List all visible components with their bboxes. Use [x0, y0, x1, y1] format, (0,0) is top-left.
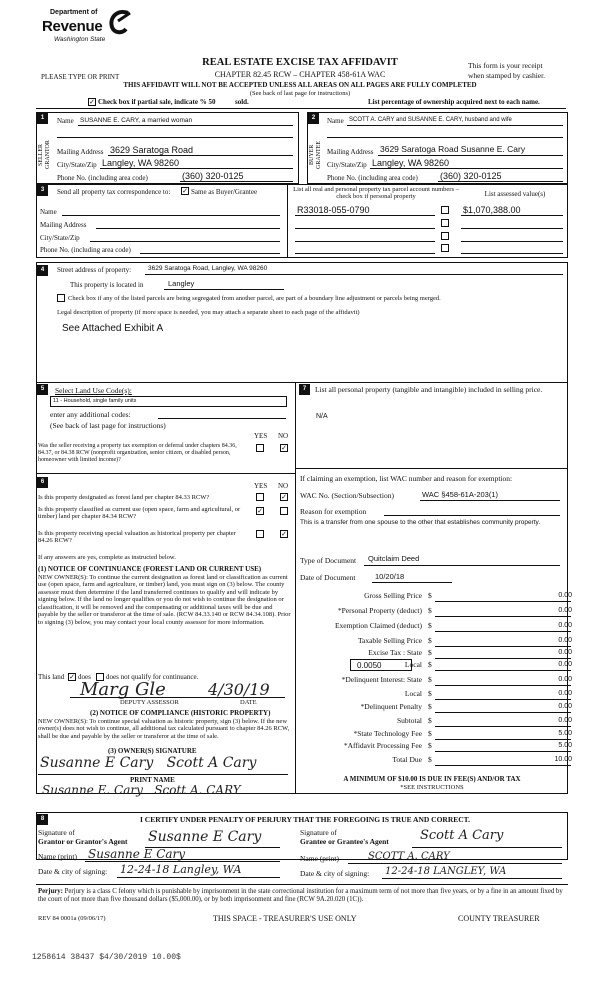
current-use-yes-checkbox[interactable]: ✓	[257, 507, 263, 515]
form-rev-number: REV 84 0001a (09/06/17)	[38, 915, 106, 922]
exemption-claim-label: If claiming an exemption, list WAC number and reason for exemption:	[300, 474, 513, 483]
local-dollar: $	[428, 660, 432, 669]
perjury-note	[38, 888, 566, 904]
gross-line	[435, 601, 571, 602]
subtotal-label: Subtotal	[396, 716, 422, 725]
buyer-mail-line	[378, 155, 563, 156]
delinquent-state-label: *Delinquent Interest: State	[341, 675, 422, 684]
land-use-code: 11 - Household, single family units	[53, 398, 137, 404]
partial-sale-label: Check box if partial sale, indicate % 50	[98, 98, 216, 106]
buyer-name-line	[347, 125, 563, 126]
grantor-sig-label-2: Grantor or Grantor's Agent	[38, 837, 128, 846]
penalty-value[interactable]: 0.00	[558, 703, 572, 710]
reason-value[interactable]: This is a transfer from one spouse to the other that establishes community property.	[300, 519, 541, 526]
corr-phone-label: Phone No. (including area code)	[40, 246, 131, 254]
personal-property-value[interactable]: N/A	[316, 413, 328, 420]
value-line-2	[461, 228, 563, 229]
same-as-buyer-checkbox[interactable]: ✓	[182, 187, 188, 195]
taxable-line	[435, 646, 571, 647]
buyer-city-label: City/State/Zip	[327, 161, 367, 169]
section-3-marker: 3	[37, 185, 48, 196]
assessed-value[interactable]: $1,070,388.00	[463, 205, 521, 215]
grantee-date-line	[382, 878, 562, 879]
total-due-label: Total Due	[392, 755, 422, 764]
parcel-number[interactable]: R33018-055-0790	[297, 205, 370, 215]
affidavit-line	[435, 751, 571, 752]
section-7-marker: 7	[299, 384, 310, 395]
certify-statement: I CERTIFY UNDER PENALTY OF PERJURY THAT THE FOREGOING IS TRUE AND CORRECT.	[139, 815, 470, 824]
deputy-assessor-label: DEPUTY ASSESSOR	[120, 699, 179, 706]
personal-line	[435, 616, 571, 617]
parcel-line-2	[295, 228, 435, 229]
personal-property-checkbox-2[interactable]	[441, 219, 449, 227]
owner-sig-line	[38, 774, 288, 775]
personal-property-checkbox-4[interactable]	[441, 244, 449, 252]
forest-yes-checkbox[interactable]	[256, 493, 264, 501]
seller-city-value[interactable]: Langley, WA 98260	[102, 158, 180, 168]
doc-type-value[interactable]: Quitclaim Deed	[368, 554, 420, 563]
corr-name-line	[62, 215, 280, 216]
buyer-phone-line	[438, 181, 563, 182]
grantor-name-line	[85, 861, 280, 862]
reason-label: Reason for exemption	[300, 507, 367, 516]
excise-dollar: $	[428, 648, 432, 657]
historic-yes-checkbox[interactable]	[256, 530, 264, 538]
tech-fee-value[interactable]: 5.00	[558, 730, 572, 737]
seller-name-label: Name	[57, 117, 74, 125]
personal-property-label: List all personal property (tangible and intangible) included in selling price.	[315, 385, 543, 394]
taxable-value[interactable]: 0.00	[558, 637, 572, 644]
penalty-dollar: $	[428, 702, 432, 711]
logo-state: Washington State	[54, 36, 106, 43]
wac-label: WAC No. (Section/Subsection)	[300, 491, 394, 500]
current-use-question: Is this property classified as current use (open space, farm and agricultural, or timber) land per chapter 84.34 RCW?	[38, 506, 241, 521]
delinq-local-line	[435, 699, 571, 700]
street-value[interactable]: 3629 Saratoga Road, Langley, WA 98260	[148, 265, 268, 272]
corr-mail-line	[96, 228, 280, 229]
ownership-note: List percentage of ownership acquired next to each name.	[368, 98, 540, 106]
tech-fee-label: *State Technology Fee	[353, 729, 422, 738]
tech-line	[435, 739, 571, 740]
perjury-label: Perjury:	[38, 888, 63, 895]
corr-phone-line	[140, 253, 280, 254]
grantor-date-label: Date & city of signing:	[38, 867, 108, 876]
located-label: This property is located in	[70, 281, 144, 289]
local-tax-value[interactable]: 0.00	[558, 661, 572, 668]
perjury-text: Perjury is a class C felony which is punishable by imprisonment in the state correctional institution for a maximum term of not more than five years, or by a fine in an amount fixed by the court of not more than five thousand dollars ($5,000.00), or by both imprisonment and fine (RCW 9A.20.020 (1C)).	[38, 888, 563, 903]
affidavit-fee-label: *Affidavit Processing Fee	[343, 741, 422, 750]
personal-dollar: $	[428, 606, 432, 615]
owner-print-name[interactable]: Susanne E. Cary Scott A. CARY	[42, 783, 241, 797]
local-rate-value: 0.0050	[357, 661, 382, 670]
penalty-label: *Delinquent Penalty	[360, 702, 422, 711]
gross-value[interactable]: 0.00	[558, 592, 572, 599]
seller-city-label: City/State/Zip	[57, 161, 97, 169]
receipt-note-2: when stamped by cashier.	[468, 71, 546, 80]
personal-property-checkbox-1[interactable]	[441, 206, 449, 214]
additional-codes-line	[158, 418, 286, 419]
grantor-date-city[interactable]: 12-24-18 Langley, WA	[120, 863, 242, 876]
seller-phone-label: Phone No. (including area code)	[57, 174, 148, 182]
grantee-date-label: Date & city of signing:	[300, 869, 370, 878]
section-8-marker: 8	[37, 814, 48, 825]
corr-mail-label: Mailing Address	[40, 221, 87, 229]
doc-type-label: Type of Document	[300, 556, 357, 565]
print-name-label: PRINT NAME	[130, 776, 175, 784]
seller-extra-line	[57, 137, 293, 138]
delinquent-local-value[interactable]: 0.00	[558, 690, 572, 697]
notice-1-body: NEW OWNER(S): To continue the current designation as forest land or classification as current use (open space, farm and agriculture, or timber) land, you must sign on (3) below. The county assessor must then determine if the land transferred continues to qualify and will indicate by signing below. If the land no longer qualifies or you do not wish to continue the designation or classification, it will be removed and the compensating or additional taxes will be due and payable by the seller or transferor at the time of sale. (RCW 84.33.140 or RCW 84.34.108). Prior to signing (3) below, you may contact your local county assessor for more information.	[38, 574, 291, 626]
tech-dollar: $	[428, 729, 432, 738]
land-does-checkbox[interactable]: ✓	[69, 673, 75, 681]
forest-current-use-section	[36, 474, 296, 794]
street-line	[145, 274, 563, 275]
exemption-deduct-value[interactable]: 0.00	[558, 622, 572, 629]
grantor-name-label: Name (print)	[38, 852, 77, 861]
personal-deduct-label: *Personal Property (deduct)	[337, 606, 422, 615]
gross-label: Gross Selling Price	[364, 591, 422, 600]
dor-logo	[42, 5, 142, 63]
grantee-print-name[interactable]: SCOTT A. CARY	[368, 851, 450, 862]
section-1-marker: 1	[37, 113, 48, 124]
buyer-city-value[interactable]: Langley, WA 98260	[372, 158, 450, 168]
buyer-mail-label: Mailing Address	[327, 148, 374, 156]
seller-mail-line	[108, 155, 293, 156]
affidavit-fee-value[interactable]: 5.00	[558, 742, 572, 749]
logo-revenue: Revenue	[42, 18, 103, 35]
notice-1-title: (1) NOTICE OF CONTINUANCE (FOREST LAND OR CURRENT USE)	[38, 565, 262, 573]
this-land-label: This land	[38, 673, 65, 681]
owner-sig-title: (3) OWNER(S) SIGNATURE	[108, 747, 197, 755]
current-use-no-checkbox[interactable]	[280, 507, 288, 515]
delinq-local-dollar: $	[428, 689, 432, 698]
partial-sale-checkbox[interactable]: ✓	[89, 98, 95, 106]
sec3-divider	[287, 184, 288, 258]
personal-property-checkbox-3[interactable]	[441, 232, 449, 240]
send-correspondence-label: Send all property tax correspondence to:	[57, 188, 171, 196]
seller-phone-line	[180, 181, 293, 182]
personal-deduct-value[interactable]: 0.00	[558, 607, 572, 614]
grantee-name-line	[348, 863, 562, 864]
sec6-yes: YES	[254, 482, 268, 490]
delinquent-state-value[interactable]: 0.00	[558, 676, 572, 683]
delinquent-local-label: Local	[404, 689, 422, 698]
same-as-buyer-label: Same as Buyer/Grantee	[191, 188, 258, 196]
subtotal-dollar: $	[428, 716, 432, 725]
local-rate-box[interactable]	[350, 659, 412, 671]
section-2-marker: 2	[308, 113, 319, 124]
delinq-state-line	[435, 685, 571, 686]
county-treasurer: COUNTY TREASURER	[458, 914, 540, 923]
section-5-marker: 5	[37, 384, 48, 395]
value-line-4	[461, 253, 563, 254]
wac-value[interactable]: WAC §458-61A-203(1)	[422, 490, 499, 499]
penalty-line	[435, 712, 571, 713]
street-label: Street address of property:	[57, 266, 132, 274]
value-line-1	[461, 215, 563, 216]
grantor-print-name[interactable]: Susanne E Cary	[88, 847, 186, 861]
buyer-name-value: SCOTT A. CARY and SUSANNE E. CARY, husband and wife	[349, 117, 512, 123]
parcel-line-1	[295, 215, 435, 216]
buyer-name-label: Name	[327, 117, 344, 125]
buyer-extra-line	[327, 137, 563, 138]
logo-dept: Department of	[50, 9, 98, 16]
receipt-note-1: This form is your receipt	[468, 61, 543, 70]
buyer-mail-value[interactable]: 3629 Saratoga Road Susanne E. Cary	[380, 144, 526, 154]
seller-name-value: SUSANNE E. CARY, a married woman	[80, 117, 193, 124]
seller-mail-value[interactable]: 3629 Saratoga Road	[110, 145, 194, 155]
exemption-question: Was the seller receiving a property tax exemption or deferral under chapters 84.36, 84.37, or 84.38 RCW (nonprofit organization, senior citizen, or disabled person, homeowner with limited income)?	[38, 443, 237, 463]
please-print: PLEASE TYPE OR PRINT	[41, 73, 120, 81]
assessor-signature[interactable]: Marg Gle	[80, 679, 166, 700]
subtotal-value[interactable]: 0.00	[558, 717, 572, 724]
dor-swoosh-icon	[104, 7, 134, 37]
land-use-select[interactable]	[50, 396, 287, 407]
excise-state-label: Excise Tax : State	[368, 648, 422, 657]
additional-codes-label: enter any additional codes:	[50, 410, 131, 419]
exemption-line	[435, 631, 571, 632]
taxable-dollar: $	[428, 636, 432, 645]
sec5-see-back: (See back of last page for instructions)	[50, 421, 166, 430]
corr-name-label: Name	[40, 208, 57, 216]
seller-vertical-label: SELLER GRANTOR	[38, 140, 51, 170]
subtotal-line	[435, 726, 571, 727]
doc-date-label: Date of Document	[300, 573, 356, 582]
treasurer-space: THIS SPACE - TREASURER'S USE ONLY	[213, 914, 357, 923]
taxable-label: Taxable Selling Price	[357, 636, 422, 645]
grantee-date-city[interactable]: 12-24-18 LANGLEY, WA	[385, 866, 507, 877]
select-code-label: Select Land Use Code(s):	[55, 386, 132, 395]
grantee-sig-label-1: Signature of	[300, 828, 337, 837]
assessor-line	[70, 697, 285, 698]
buyer-city-line	[370, 168, 563, 169]
seller-mail-label: Mailing Address	[57, 148, 104, 156]
parcel-line-4	[295, 253, 435, 254]
located-value[interactable]: Langley	[168, 279, 195, 288]
owner-signature[interactable]: Susanne E Cary Scott A Cary	[40, 755, 257, 771]
sec6-no: NO	[278, 482, 289, 490]
segregated-checkbox[interactable]	[57, 294, 65, 302]
buyer-phone-value[interactable]: (360) 320-0125	[440, 171, 502, 181]
personal-property-section	[296, 382, 568, 794]
grantor-date-line	[117, 877, 280, 878]
sec5-no: NO	[278, 432, 289, 440]
notice-2-body: NEW OWNER(S): To continue special valuation as historic property, sign (3) below. If the new owner(s) does not wish to continue, all additional tax calculated pursuant to chapter 84.26 RCW, shall be due and payable by the seller or transferor at the time of sale.	[38, 718, 290, 740]
assessor-date[interactable]: 4/30/19	[208, 680, 270, 699]
does-not-label: does not qualify for continuance.	[106, 673, 199, 681]
corr-city-label: City/State/Zip	[40, 234, 80, 242]
seller-city-line	[100, 168, 293, 169]
parcel-line-3	[295, 241, 435, 242]
form-see-back: (See back of last page for instructions)	[249, 90, 351, 97]
excise-line	[435, 658, 571, 659]
assessed-value-header: List assessed value(s)	[484, 190, 546, 198]
buyer-phone-label: Phone No. (including area code)	[327, 174, 418, 182]
value-line-3	[461, 241, 563, 242]
reason-line	[384, 515, 560, 516]
total-dollar: $	[428, 755, 432, 764]
buyer-vertical-label: BUYER GRANTEE	[309, 141, 322, 169]
grantee-signature[interactable]: Scott A Cary	[420, 828, 504, 843]
gross-dollar: $	[428, 591, 432, 600]
parcel-list-header: List all real and personal property tax parcel account numbers – check box if personal property	[293, 186, 459, 201]
minimum-due-note: A MINIMUM OF $10.00 IS DUE IN FEE(S) AND/OR TAX	[343, 775, 521, 783]
grantee-sig-label-2: Grantee or Grantee's Agent	[300, 837, 389, 846]
seller-phone-value[interactable]: (360) 320-0125	[182, 171, 244, 181]
delinq-state-dollar: $	[428, 675, 432, 684]
excise-state-value[interactable]: 0.00	[558, 649, 572, 656]
historic-no-checkbox[interactable]: ✓	[281, 530, 287, 538]
exemption-dollar: $	[428, 621, 432, 630]
header-rule	[36, 108, 566, 109]
total-line	[435, 765, 571, 766]
local-line	[435, 670, 571, 671]
if-any-yes: If any answers are yes, complete as instructed below.	[38, 554, 176, 561]
located-line	[164, 289, 284, 290]
affidavit-dollar: $	[428, 741, 432, 750]
property-section	[36, 262, 568, 382]
exemption-deduct-label: Exemption Claimed (deduct)	[334, 621, 422, 630]
grantor-signature[interactable]: Susanne E Cary	[148, 829, 262, 845]
see-instructions: *SEE INSTRUCTIONS	[400, 784, 464, 791]
section-4-marker: 4	[37, 265, 48, 276]
seller-name-line	[78, 125, 293, 126]
wac-line	[420, 500, 560, 501]
doc-date-value[interactable]: 10/20/18	[375, 572, 405, 581]
grantee-name-label: Name (print)	[300, 854, 339, 863]
corr-city-line	[90, 241, 280, 242]
forest-question: Is this property designated as forest land per chapter 84.33 RCW?	[38, 494, 210, 501]
recording-stamp: 1258614 38437 $4/30/2019 10.00$	[32, 953, 181, 962]
exemption-no-checkbox[interactable]: ✓	[281, 444, 287, 452]
sec5-yes: YES	[254, 432, 268, 440]
segregated-label: Check box if any of the listed parcels are being segregated from another parcel, are part of a boundary line adjustment or parcels being merged.	[68, 295, 441, 302]
historic-question: Is this property receiving special valuation as historical property per chapter 84.26 RCW?	[38, 530, 236, 545]
form-title: REAL ESTATE EXCISE TAX AFFIDAVIT	[202, 57, 398, 68]
notice-2-title: (2) NOTICE OF COMPLIANCE (HISTORIC PROPERTY)	[90, 709, 271, 717]
forest-no-checkbox[interactable]: ✓	[281, 493, 287, 501]
grantor-sig-label-1: Signature of	[38, 828, 75, 837]
local-tax-label: Local	[404, 660, 422, 669]
sec7-rule	[296, 468, 568, 469]
exhibit-value[interactable]: See Attached Exhibit A	[62, 323, 164, 334]
does-label: does	[78, 673, 91, 681]
exemption-yes-checkbox[interactable]	[256, 444, 264, 452]
form-chapter: CHAPTER 82.45 RCW – CHAPTER 458-61A WAC	[214, 70, 386, 79]
grantee-sig-line	[412, 847, 562, 848]
assessor-date-label: DATE	[240, 699, 257, 706]
legal-label: Legal description of property (if more space is needed, you may attach a separate sheet to each page of the affidavit)	[57, 309, 360, 316]
section-6-marker: 6	[37, 477, 48, 488]
doc-type-line	[364, 565, 560, 566]
sec8-bottom-rule	[36, 884, 568, 885]
partial-sold: sold.	[235, 98, 249, 106]
doc-date-line	[372, 582, 452, 583]
total-due-value[interactable]: 10.00	[554, 756, 572, 763]
form-warning: THIS AFFIDAVIT WILL NOT BE ACCEPTED UNLESS ALL AREAS ON ALL PAGES ARE FULLY COMPLETED	[123, 81, 477, 89]
